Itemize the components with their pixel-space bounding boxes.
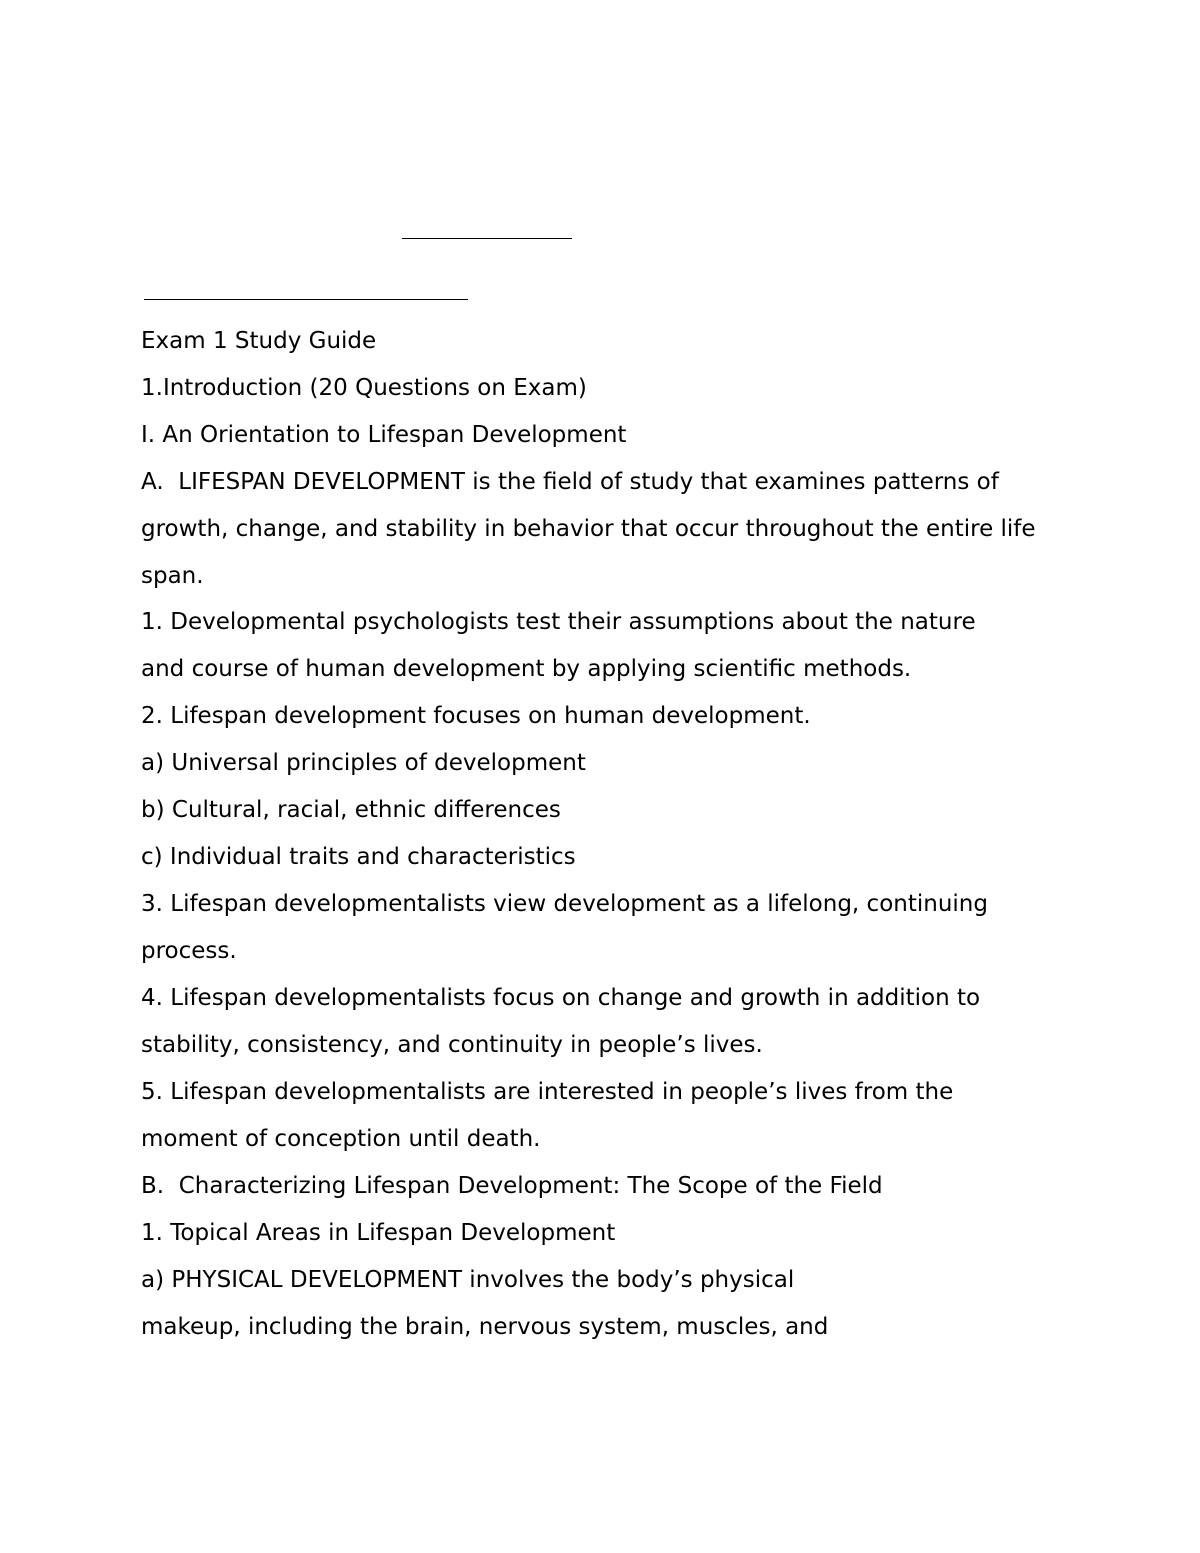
text-line: 5. Lifespan developmentalists are interested in people’s lives from the (141, 1079, 954, 1105)
text-line: A. LIFESPAN DEVELOPMENT is the field of study that examines patterns of (141, 469, 999, 495)
text-line: growth, change, and stability in behavior that occur throughout the entire life (141, 516, 1036, 542)
text-line: 2. Lifespan development focuses on human development. (141, 703, 811, 729)
document-title: Exam 1 Study Guide (141, 328, 377, 354)
text-line: a) Universal principles of development (141, 750, 586, 776)
text-line: makeup, including the brain, nervous system, muscles, and (141, 1314, 829, 1340)
text-line: and course of human development by applying scientific methods. (141, 656, 912, 682)
text-line: b) Cultural, racial, ethnic differences (141, 797, 561, 823)
text-line: 3. Lifespan developmentalists view development as a lifelong, continuing (141, 891, 988, 917)
text-line: process. (141, 938, 237, 964)
text-line: 1. Topical Areas in Lifespan Development (141, 1220, 616, 1246)
text-line: 1. Developmental psychologists test their assumptions about the nature (141, 609, 976, 635)
text-line: B. Characterizing Lifespan Development: The Scope of the Field (141, 1173, 883, 1199)
section-heading: 1.Introduction (20 Questions on Exam) (141, 375, 587, 401)
text-line: 4. Lifespan developmentalists focus on change and growth in addition to (141, 985, 981, 1011)
text-line: a) PHYSICAL DEVELOPMENT involves the body’s physical (141, 1267, 795, 1293)
text-line: c) Individual traits and characteristics (141, 844, 576, 870)
name-blank-line (402, 238, 572, 239)
text-line: moment of conception until death. (141, 1126, 541, 1152)
text-line: stability, consistency, and continuity in people’s lives. (141, 1032, 763, 1058)
text-line: span. (141, 563, 204, 589)
subsection-heading: I. An Orientation to Lifespan Development (141, 422, 627, 448)
document-body (141, 328, 1051, 1341)
date-blank-line (144, 299, 468, 300)
